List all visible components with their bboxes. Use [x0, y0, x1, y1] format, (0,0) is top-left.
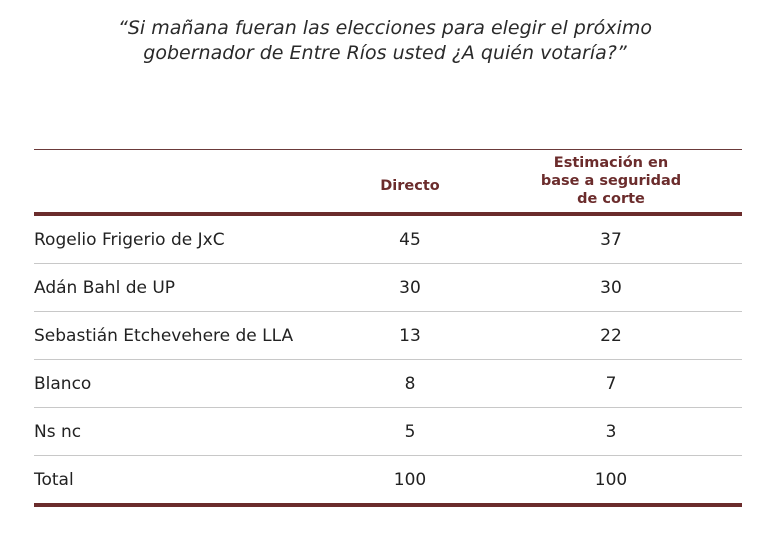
survey-question — [60, 16, 710, 66]
table-row — [34, 360, 742, 408]
row-label: Blanco — [34, 373, 92, 394]
row-directo: 8 — [404, 373, 416, 394]
table-row — [34, 264, 742, 312]
row-directo: 30 — [399, 277, 421, 298]
header-directo: Directo — [380, 178, 440, 194]
row-estimacion: 7 — [605, 373, 617, 394]
table-row — [34, 216, 742, 264]
row-estimacion: 3 — [605, 421, 617, 442]
row-directo: 100 — [393, 469, 427, 490]
row-label: Total — [34, 469, 74, 490]
row-directo: 5 — [404, 421, 416, 442]
table-header — [34, 150, 742, 216]
row-estimacion: 100 — [594, 469, 628, 490]
row-label: Ns nc — [34, 421, 82, 442]
table-row — [34, 408, 742, 456]
row-estimacion: 22 — [600, 325, 622, 346]
row-label: Rogelio Frigerio de JxC — [34, 229, 225, 250]
row-label: Adán Bahl de UP — [34, 277, 176, 298]
table-row — [34, 312, 742, 360]
header-estimacion — [480, 154, 742, 208]
question-line-2: gobernador de Entre Ríos usted ¿A quién votaría?” — [143, 42, 627, 64]
header-estimacion-line-3: de corte — [577, 191, 645, 207]
row-label: Sebastián Etchevehere de LLA — [34, 325, 294, 346]
question-line-1: “Si mañana fueran las elecciones para elegir el próximo — [118, 17, 652, 39]
row-directo: 45 — [399, 229, 421, 250]
table-row-total — [34, 456, 742, 507]
row-directo: 13 — [399, 325, 421, 346]
header-estimacion-line-2: base a seguridad — [540, 173, 682, 189]
row-estimacion: 30 — [600, 277, 622, 298]
row-estimacion: 37 — [600, 229, 622, 250]
results-table — [34, 149, 742, 507]
header-estimacion-line-1: Estimación en — [553, 155, 669, 171]
